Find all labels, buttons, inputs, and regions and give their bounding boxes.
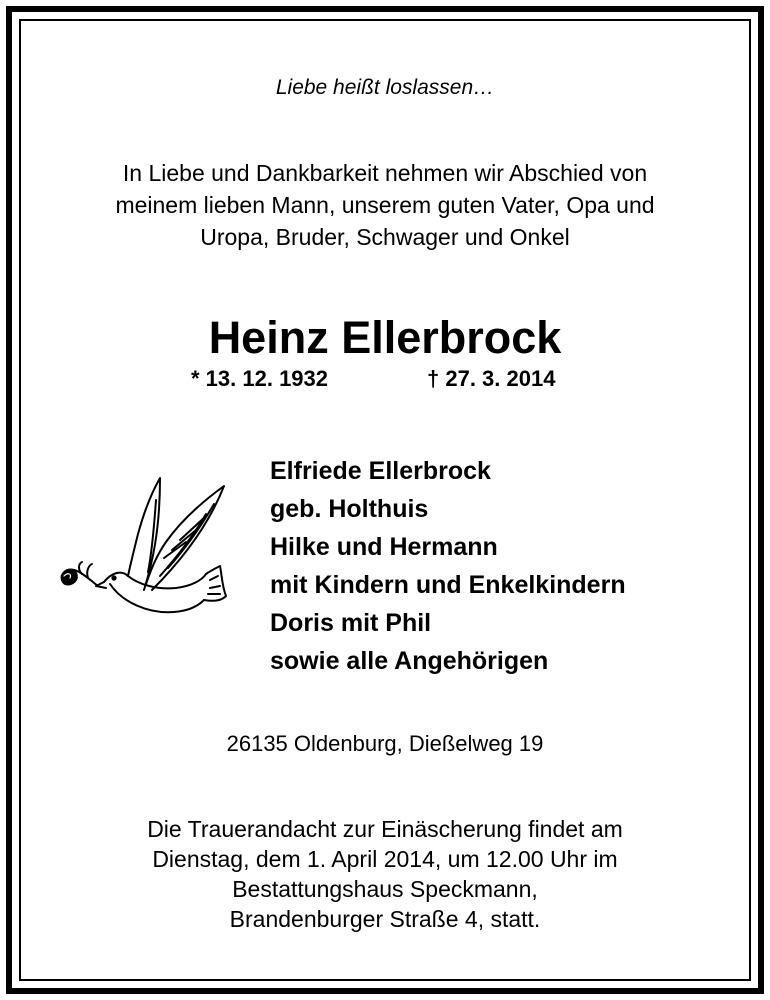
service-line: Bestattungshaus Speckmann, [232,876,538,902]
service-line: Dienstag, dem 1. April 2014, um 12.00 Uhr im [152,846,618,872]
intro-line: Uropa, Bruder, Schwager und Onkel [200,224,570,250]
mourners-list [270,452,626,680]
intro-line: In Liebe und Dankbarkeit nehmen wir Abschied von [122,160,648,186]
intro-text [0,157,770,253]
mourner-line: Elfriede Ellerbrock [270,457,491,485]
motto: Liebe heißt loslassen… [275,76,495,99]
deceased-name: Heinz Ellerbrock [208,312,562,363]
service-line: Brandenburger Straße 4, statt. [229,906,541,932]
address: 26135 Oldenburg, Dießelweg 19 [226,731,544,756]
intro-line: meinem lieben Mann, unserem guten Vater, Opa und [115,192,655,218]
birth-date: * 13. 12. 1932 [191,366,329,391]
mourner-line: Hilke und Hermann [270,533,498,561]
death-date: † 27. 3. 2014 [427,366,556,391]
dove-with-rose-icon [56,472,232,622]
mourner-line: sowie alle Angehörigen [270,647,549,675]
mourner-line: mit Kindern und Enkelkindern [270,571,626,599]
service-line: Die Trauerandacht zur Einäscherung findet am [147,816,623,842]
service-notice [0,814,770,934]
mourner-line: geb. Holthuis [270,495,429,523]
mourner-line: Doris mit Phil [270,609,432,637]
